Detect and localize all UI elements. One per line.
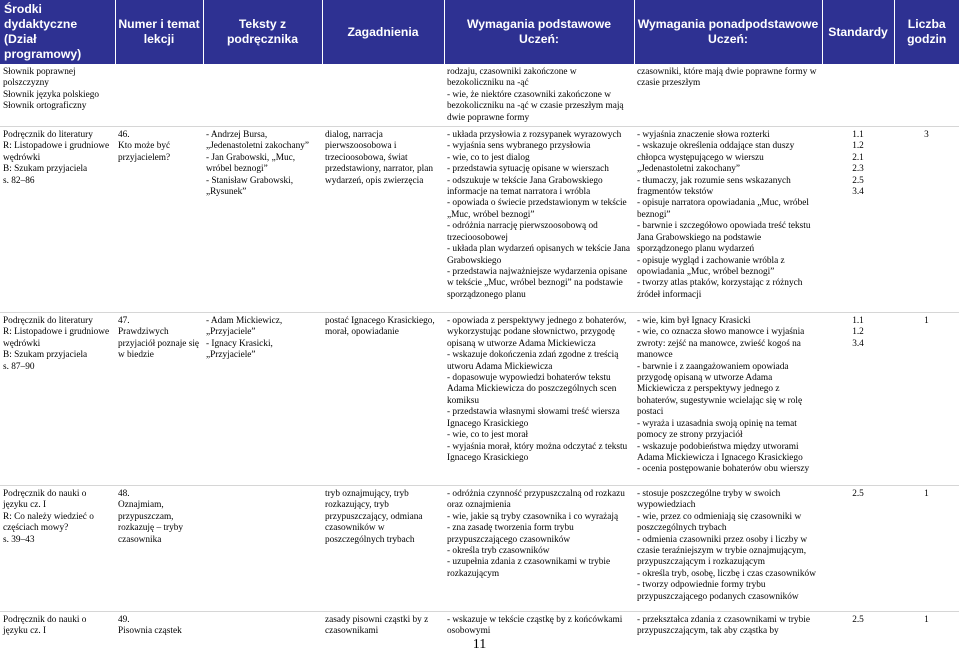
cell-line: - Adam Mickiewicz, „Przyjaciele” [206,316,285,338]
cell-line: tryb oznajmujący, tryb rozkazujący, tryb przypuszczający, odmiana czasowników w poszczególnych trybach [325,489,425,545]
cell-topics [322,313,444,486]
cell-topics [322,64,444,127]
cell-media [0,313,115,486]
cell-standards [822,127,894,313]
header-standards: Standardy [822,0,894,64]
cell-line: - stosuje poszczególne tryby w swoich wypowiedziach [637,489,783,511]
header-lesson: Numer i temat lekcji [115,0,203,64]
cell-hours [894,313,959,486]
cell-texts [203,64,322,127]
header-topics: Zagadnienia [322,0,444,64]
cell-line: - wskazuje w tekście cząstkę by z końcówkami osobowymi [447,615,625,637]
cell-topics [322,486,444,612]
cell-texts [203,313,322,486]
cell-line: 1.2 [852,141,864,152]
cell-line: - Ignacy Krasicki, „Przyjaciele” [206,338,276,361]
cell-line: Oznajmiam, przypuszczam, rozkazuję – tryby czasownika [118,500,186,545]
cell-line: 2.1 [852,152,864,163]
cell-line: - ocenia postępowanie bohaterów obu wierszy [637,464,810,475]
cell-line: - wyjaśnia morał, który można odczytać z tekstu Ignacego Krasickiego [447,441,630,463]
cell-line: - uzupełnia zdania z czasownikami w trybie rozkazującym [447,557,613,579]
cell-line: - wskazuje podobieństwa między utworami Adama Mickiewicza i Ignacego Krasickiego [637,441,803,463]
cell-line: 48. [118,489,130,500]
cell-media [0,127,115,313]
cell-line: R: Co należy wiedzieć o częściach mowy? [3,511,97,534]
cell-line: - określa tryb, osobę, liczbę i czas czasowników [637,568,816,579]
cell-line: B: Szukam przyjaciela [3,350,88,361]
cell-media [0,486,115,612]
cell-line: - odróżnia narrację pierwszoosobową od trzecioosobowej [447,221,601,243]
cell-line: s. 87–90 [3,361,35,372]
cell-line: - odróżnia czynność przypuszczalną od rozkazu oraz oznajmienia [447,489,628,511]
cell-line: Słownik ortograficzny [3,101,87,112]
cell-line: - tworzy odpowiednie formy trybu przypuszczającego podanych czasowników [637,580,799,602]
cell-line: - wskazuje określenia oddające stan duszy chłopca występującego w wierszu „Jedenastoletni zakochany” [637,141,797,175]
cell-line: postać Ignacego Krasickiego, morał, opowiadanie [325,316,438,338]
cell-hours [894,486,959,612]
cell-line: - wie, przez co odmieniają się czasowniki w poszczególnych trybach [637,511,804,534]
cell-line: Podręcznik do literatury [3,130,93,141]
page-number: 11 [472,637,487,652]
cell-line: 1 [924,615,929,626]
table-row [0,486,959,612]
cell-line: czasowniki, które mają dwie poprawne formy w czasie przeszłym [637,67,819,89]
cell-line: - wyjaśnia sens wybranego przysłowia [447,141,591,152]
cell-line: 2.5 [852,615,864,626]
cell-line: 1.1 [852,130,864,141]
cell-line: - przedstawia najważniejsze wydarzenia opisane w tekście „Muc, wróbel beznogi” na podstawie sporządzonego planu [447,266,630,300]
cell-line: 2.5 [852,175,864,186]
cell-line: Pisownia cząstek [118,626,182,637]
cell-line: - Jan Grabowski, „Muc, wróbel beznogi” [206,152,298,175]
cell-line: 2.3 [852,164,864,175]
cell-line: 3.4 [852,187,864,198]
cell-line: - opisuje wygląd i zachowanie wróbla z opowiadania „Muc, wróbel beznogi” [637,255,787,277]
cell-lesson [115,313,203,486]
cell-advanced-requirements [634,64,822,127]
header-advanced-requirements: Wymagania ponadpodstawowe Uczeń: [634,0,822,64]
cell-line: - wie, co to jest morał [447,430,529,441]
cell-hours [894,127,959,313]
cell-line: R: Listopadowe i grudniowe wędrówki [3,327,112,349]
cell-basic-requirements [444,127,634,313]
cell-line: B: Szukam przyjaciela [3,164,88,175]
cell-line: 49. [118,615,130,626]
cell-line: 47. [118,316,130,327]
cell-line: - układa przysłowia z rozsypanek wyrazowych [447,130,622,141]
cell-line: - opowiada z perspektywy jednego z bohaterów, wykorzystując podane słownictwo, przygodę opisaną w utworze Adama Mickiewicza [447,316,629,349]
cell-line: - przedstawia własnymi słowami treść wiersza Ignacego Krasickiego [447,407,623,429]
cell-line: - przedstawia sytuację opisane w wierszach [447,164,609,175]
cell-hours [894,64,959,127]
cell-standards [822,64,894,127]
cell-line: - zna zasadę tworzenia form trybu przypuszczającego czasowników [447,523,577,545]
cell-line: Podręcznik do nauki o języku cz. I [3,615,89,637]
cell-line: - określa tryb czasowników [447,546,550,557]
cell-line: zasady pisowni cząstki by z czasownikami [325,615,431,637]
cell-texts [203,127,322,313]
cell-line: - układa plan wydarzeń opisanych w tekście Jana Grabowskiego [447,244,633,266]
cell-basic-requirements [444,64,634,127]
cell-line: Prawdziwych przyjaciół poznaje się w biedzie [118,327,202,361]
cell-standards [822,313,894,486]
cell-advanced-requirements [634,127,822,313]
cell-line: - wie, jakie są tryby czasownika i co wyrażają [447,511,619,522]
cell-line: - wie, że niektóre czasowniki zakończone w bezokoliczniku na -ąć w czasie przeszłym mają dwie poprawne formy [447,89,626,123]
cell-lesson [115,127,203,313]
cell-line: rodzaju, czasowniki zakończone w bezokoliczniku na -ąć [447,67,579,89]
table-row [0,127,959,313]
cell-line: 3 [924,130,929,141]
cell-line: - wie, co to jest dialog [447,152,530,163]
cell-line: 46. [118,130,130,141]
cell-line: 1.2 [852,327,864,338]
table-row [0,313,959,486]
cell-line: - wskazuje dokończenia zdań zgodne z treścią utworu Adama Mickiewicza [447,350,621,372]
cell-line: - tworzy atlas ptaków, korzystając z różnych źródeł informacji [637,278,805,300]
cell-line: dialog, narracja pierwszoosobowa i trzecioosobowa, świat przedstawiony, narrator, plan wydarzeń, opis zwierzęcia [325,130,436,186]
cell-texts [203,486,322,612]
cell-advanced-requirements [634,313,822,486]
cell-basic-requirements [444,313,634,486]
cell-line: - wyjaśnia znaczenie słowa rozterki [637,130,770,141]
cell-line: - tłumaczy, jak rozumie sens wskazanych fragmentów tekstów [637,175,794,198]
cell-line: - opowiada o świecie przedstawionym w tekście „Muc, wróbel beznogi” [447,198,630,220]
cell-line: - Stanisław Grabowski, „Rysunek” [206,175,296,198]
cell-line: R: Listopadowe i grudniowe wędrówki [3,141,112,163]
cell-line: - barwnie i szczegółowo opowiada treść tekstu Jana Grabowskiego na podstawie sporządzonego planu wydarzeń [637,221,813,255]
cell-line: - barwnie i z zaangażowaniem opowiada przygodę opisaną w utworze Adama Mickiewicza z perspektywy jednego z bohaterów, sugestywnie wcielając się w rolę postaci [637,361,805,418]
cell-line: - opisuje narratora opowiadania „Muc, wróbel beznogi” [637,198,812,220]
cell-line: 3.4 [852,338,864,349]
cell-line: - wyraża i uzasadnia swoją opinię na temat pomocy ze strony przyjaciół [637,418,800,441]
cell-line: - odszukuje w tekście Jana Grabowskiego informacje na temat narratora i wróbla [447,175,606,198]
cell-line: Słownik poprawnej polszczyzny [3,67,78,89]
cell-line: Słownik języka polskiego [3,89,100,100]
cell-advanced-requirements [634,486,822,612]
cell-standards [822,486,894,612]
cell-topics [322,127,444,313]
header-basic-requirements: Wymagania podstawowe Uczeń: [444,0,634,64]
header-texts: Teksty z podręcznika [203,0,322,64]
cell-basic-requirements [444,486,634,612]
cell-lesson [115,486,203,612]
cell-line: s. 82–86 [3,175,35,186]
cell-line: - Andrzej Bursa, „Jedenastoletni zakochany” [206,130,309,152]
cell-line: - wie, co oznacza słowo manowce i wyjaśnia zwroty: zejść na manowce, zwieść kogoś na manowce [637,327,807,361]
cell-line: Podręcznik do literatury [3,316,93,327]
cell-line: 1.1 [852,316,864,327]
cell-line: - dopasowuje wypowiedzi bohaterów tekstu Adama Mickiewicza do poszczególnych scen komiksu [447,373,619,406]
cell-line: Kto może być przyjacielem? [118,141,173,163]
cell-line: Podręcznik do nauki o języku cz. I [3,489,89,511]
cell-line: 2.5 [852,489,864,500]
table-row [0,64,959,127]
cell-line: - odmienia czasowniki przez osoby i liczby w czasie teraźniejszym w trybie oznajmującym, przypuszczającym i rozkazującym [637,534,810,568]
cell-line: 1 [924,316,929,327]
header-row [0,0,959,64]
cell-media [0,64,115,127]
cell-line: s. 39–43 [3,534,35,545]
header-media: Środki dydaktyczne (Dział programowy) [0,0,115,64]
cell-line: 1 [924,489,929,500]
header-hours: Liczba godzin [894,0,959,64]
cell-lesson [115,64,203,127]
cell-line: - przekształca zdania z czasownikami w trybie przypuszczającym, tak aby cząstka by [637,615,813,637]
cell-line: - wie, kim był Ignacy Krasicki [637,316,751,327]
